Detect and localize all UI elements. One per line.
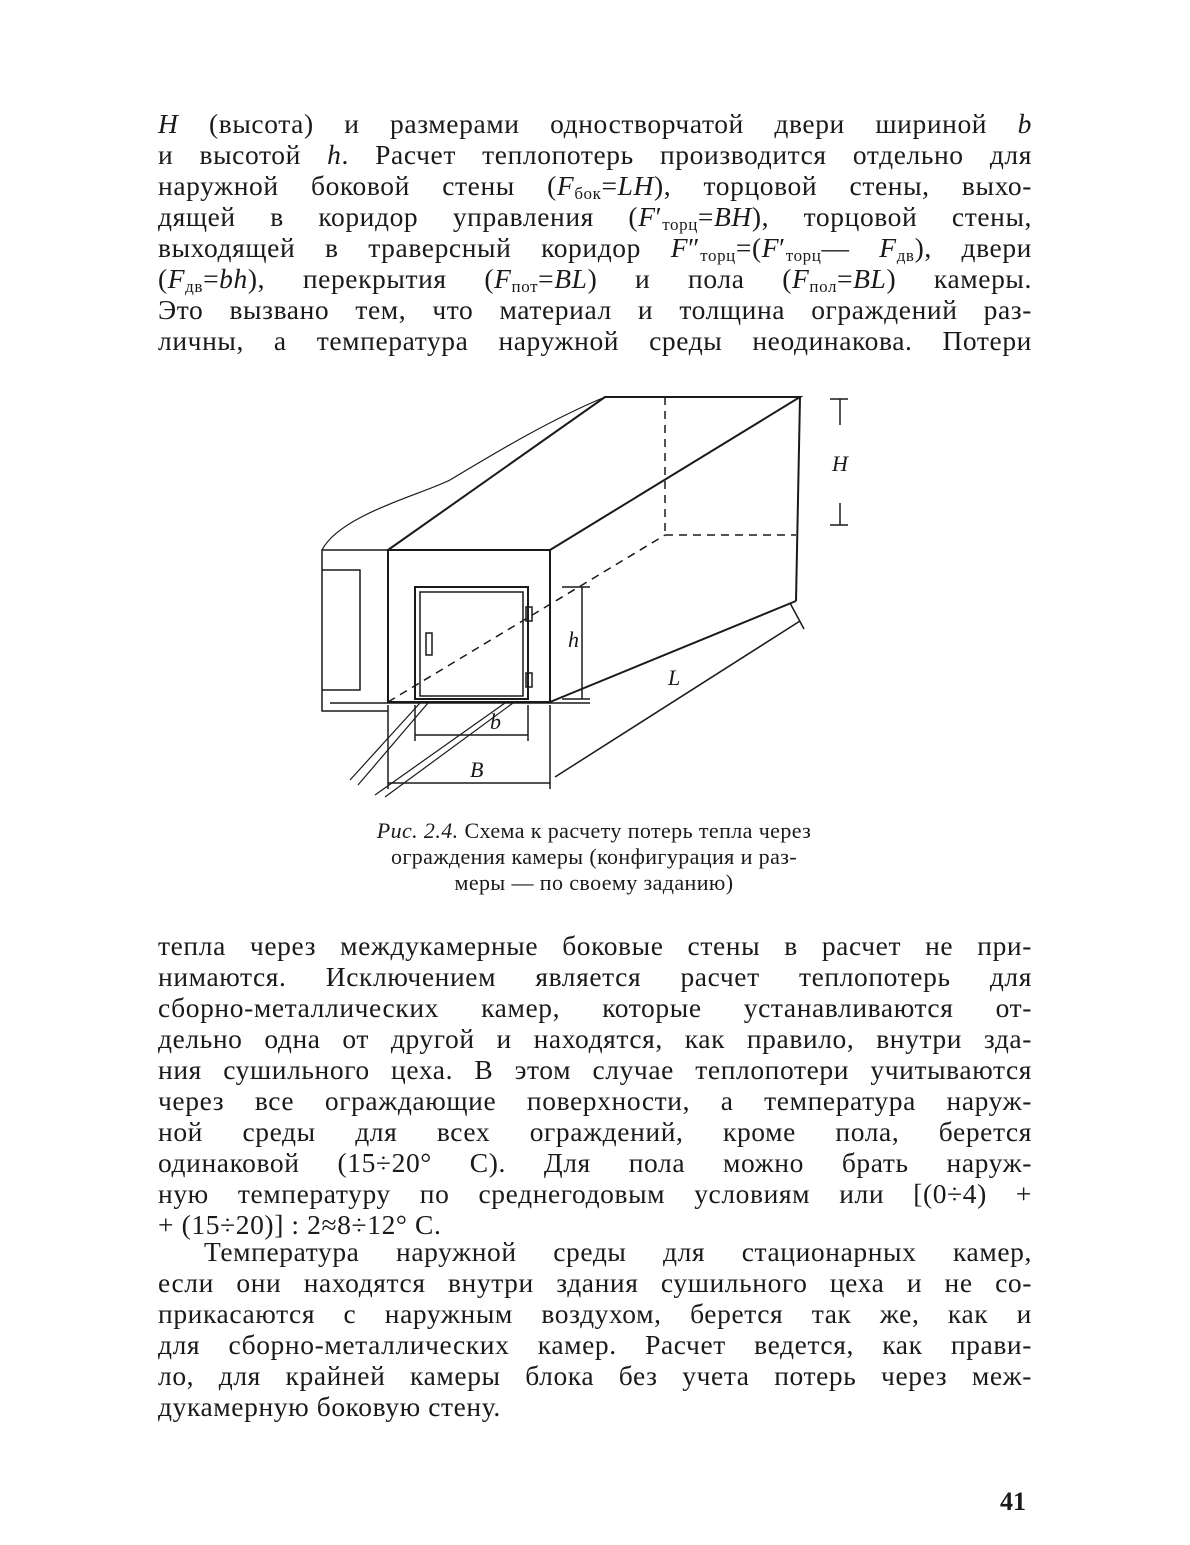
rail-line — [350, 703, 420, 780]
label-H: Н — [832, 451, 848, 476]
dim-L-line — [555, 621, 800, 777]
text-line: нимаются. Исключением является расчет теплопотерь для — [158, 961, 1032, 992]
caption-text: Схема к расчету потерь тепла через — [464, 818, 812, 843]
page-number: 41 — [1000, 1487, 1026, 1516]
label-B: B — [470, 757, 484, 782]
right-far-edge — [796, 397, 800, 601]
label-L: L — [668, 665, 681, 690]
rail-line — [375, 703, 505, 795]
text-line: и высотой h. Расчет теплопотерь производится отдельно для — [158, 139, 1032, 170]
text-line: + (15÷20)] : 2≈8÷12° С. — [158, 1209, 442, 1240]
top-face-edge — [388, 397, 800, 550]
text-line: $(F_{дв}=bh)$, перекрытия $(F_{пот}=BL)$ и пола $(F_{пол}=BL)$ камеры. — [158, 263, 1032, 296]
adjacent-chamber-outline — [322, 550, 388, 711]
text-line: Это вызвано тем, что материал и толщина ограждений раз- — [158, 294, 1032, 325]
text-line: одинаковой (15÷20° С). Для пола можно брать наруж- — [158, 1147, 1032, 1178]
text-line: для сборно-металлических камер. Расчет ведется, как прави- — [158, 1329, 1032, 1360]
text-line: дельно одна от другой и находятся, как правило, внутри зда- — [158, 1023, 1032, 1054]
adjacent-top-curve — [322, 397, 605, 550]
caption-figure-number: Рис. 2.4. — [376, 818, 459, 843]
text-line: тепла через междукамерные боковые стены в расчет не при- — [158, 930, 1032, 961]
text-line: прикасаются с наружным воздухом, берется так же, как и — [158, 1298, 1032, 1329]
text-line: ния сушильного цеха. В этом случае теплопотери учитываются — [158, 1054, 1032, 1085]
caption-text: ограждения камеры (конфигурация и раз- — [390, 844, 798, 869]
text-line: ную температуру по среднегодовым условиям или [(0÷4) + — [158, 1178, 1032, 1209]
figure-caption — [316, 818, 872, 896]
caption-text: меры — по своему заданию) — [454, 870, 734, 895]
text-line: личны, а температура наружной среды неодинакова. Потери — [158, 325, 1032, 356]
text-line: Температура наружной среды для стационарных камер, — [204, 1236, 1032, 1267]
text-line: ной среды для всех ограждений, кроме пола, берется — [158, 1116, 1032, 1147]
text-line: если они находятся внутри здания сушильного цеха и не со- — [158, 1267, 1032, 1298]
adjacent-chamber-inner — [322, 570, 360, 690]
label-h: h — [568, 627, 579, 652]
door-handle-icon — [426, 633, 432, 655]
text-line: наружной боковой стены $(F_{бок}=LH)$, торцовой стены, выхо- — [158, 170, 1033, 203]
label-b: b — [490, 709, 501, 734]
text-line: ло, для крайней камеры блока без учета потерь через меж- — [158, 1360, 1032, 1391]
door-inner — [420, 592, 523, 696]
text-line: сборно-металлических камер, которые устанавливаются от- — [158, 992, 1032, 1023]
paragraph-middle — [158, 930, 1032, 1240]
paragraph-top — [158, 108, 1032, 356]
text-line: дукамерную боковую стену. — [158, 1391, 501, 1422]
dim-L-end-tick — [790, 603, 804, 629]
paragraph-bottom — [158, 1236, 1032, 1422]
chamber-schematic-figure — [300, 385, 860, 805]
text-line: через все ограждающие поверхности, а температура наруж- — [158, 1085, 1032, 1116]
text-line: Н (высота) и размерами одностворчатой двери шириной b — [158, 108, 1032, 139]
text-line: выходящей в траверсный коридор $F''_{торц}=(F'_{торц}—$ $F_{дв}$), двери — [158, 232, 1032, 265]
text-line: дящей в коридор управления $(F'_{торц}=BH)$, торцовой стены, — [158, 201, 1032, 234]
